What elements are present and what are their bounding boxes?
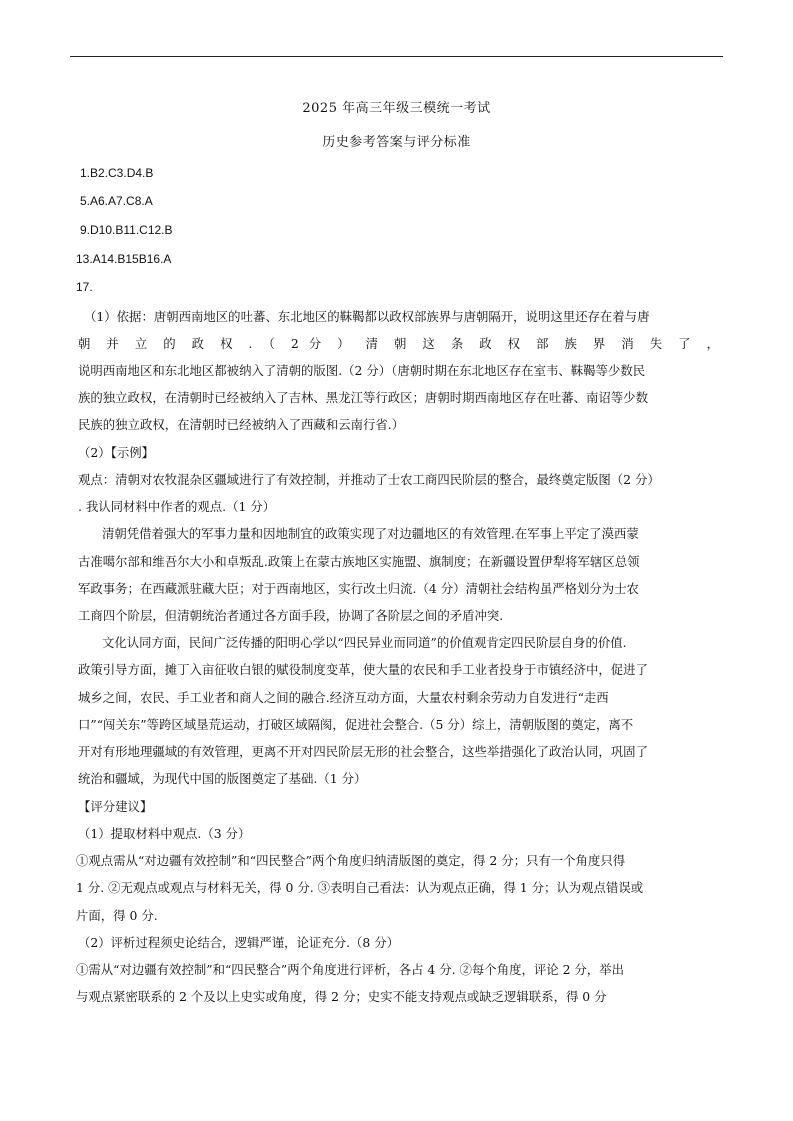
body-line: 朝 并 立 的 政 权 . （ 2 分 ） 清 朝 这 条 政 权 部 族 界 消 失 了 ， [78, 336, 719, 351]
exam-title: 2025 年高三年级三模统一考试 [302, 101, 491, 116]
body-line: 政策引导方面，摊丁入亩征收白银的赋役制度变革，使大量的农民和手工业者投身于市镇经济中，促进了 [78, 662, 648, 677]
body-line: ①需从“对边疆有效控制”和“四民整合”两个角度进行评析，各占 4 分. ②每个角度，评论 2 分，举出 [76, 962, 624, 977]
answer-line: 5.A6.A7.C8.A [80, 194, 153, 208]
body-line: 统治和疆域，为现代中国的版图奠定了基础.（1 分） [78, 771, 367, 786]
body-line: 片面，得 0 分. [76, 908, 158, 923]
section-heading: （2）【示例】 [78, 445, 155, 460]
body-line: 民族的独立政权，在清朝时已经被纳入了西藏和云南行省.） [78, 417, 405, 432]
body-line: 口”“闯关东”等跨区域垦荒运动，打破区域隔阂，促进社会整合.（5 分）综上，清朝版图的奠定，离不 [78, 717, 634, 732]
body-line: 工商四个阶层，但清朝统治者通过各方面手段，协调了各阶层之间的矛盾冲突. [78, 608, 504, 623]
body-line: 古准噶尔部和维吾尔大小和卓叛乱.政策上在蒙古族地区实施盟、旗制度；在新疆设置伊犁将军辖区总领 [78, 554, 640, 569]
body-line: ①观点需从“对边疆有效控制”和“四民整合”两个角度归纳清版图的奠定，得 2 分；只有一个角度只得 [76, 853, 626, 868]
body-line: 观点：清朝对农牧混杂区疆域进行了有效控制，并推动了士农工商四民阶层的整合，最终奠定版图（2 分） [78, 472, 660, 487]
body-line: （2）评析过程须史论结合，逻辑严谨，论证充分.（8 分） [78, 935, 400, 950]
body-line: 军政事务；在西藏派驻藏大臣；对于西南地区，实行改土归流.（4 分）清朝社会结构虽严格划分为士农 [78, 581, 639, 596]
body-line: . 我认同材料中作者的观点.（1 分） [78, 499, 276, 514]
question-number: 17. [76, 280, 93, 294]
body-line: 开对有形地理疆域的有效管理，更离不开对四民阶层无形的社会整合，这些举措强化了政治认同，巩固了 [78, 744, 648, 759]
exam-subtitle: 历史参考答案与评分标准 [322, 135, 471, 150]
body-line: 1 分. ②无观点或观点与材料无关，得 0 分. ③表明自己看法：认为观点正确，得 1 分；认为观点错误或 [76, 880, 644, 895]
body-line: 族的独立政权，在清朝时已经被纳入了吉林、黑龙江等行政区；唐朝时期西南地区存在吐蕃、南诏等少数 [78, 390, 648, 405]
answer-line: 1.B2.C3.D4.B [80, 166, 154, 180]
body-line: 说明西南地区和东北地区都被纳入了清朝的版图.（2 分）（唐朝时期在东北地区存在室韦、靺鞨等少数民 [78, 363, 646, 378]
header-rule [70, 56, 723, 57]
body-line: 文化认同方面，民间广泛传播的阳明心学以“四民异业而同道”的价值观肯定四民阶层自身的价值. [102, 635, 627, 650]
answer-line: 13.A14.B15B16.A [76, 252, 172, 266]
body-line: （1）提取材料中观点.（3 分） [78, 826, 251, 841]
section-heading: 【评分建议】 [78, 799, 153, 814]
body-line: 城乡之间，农民、手工业者和商人之间的融合.经济互动方面，大量农村剩余劳动力自发进行“走西 [78, 690, 609, 705]
body-line: 与观点紧密联系的 2 个及以上史实或角度，得 2 分；史实不能支持观点或缺乏逻辑联系，得 0 分 [76, 989, 607, 1004]
answer-line: 9.D10.B11.C12.B [80, 223, 173, 237]
body-line: 清朝凭借着强大的军事力量和因地制宜的政策实现了对边疆地区的有效管理.在军事上平定了漠西蒙 [102, 526, 639, 541]
body-line: （1）依据：唐朝西南地区的吐蕃、东北地区的靺鞨都以政权部族界与唐朝隔开，说明这里还存在着与唐 [84, 309, 650, 324]
